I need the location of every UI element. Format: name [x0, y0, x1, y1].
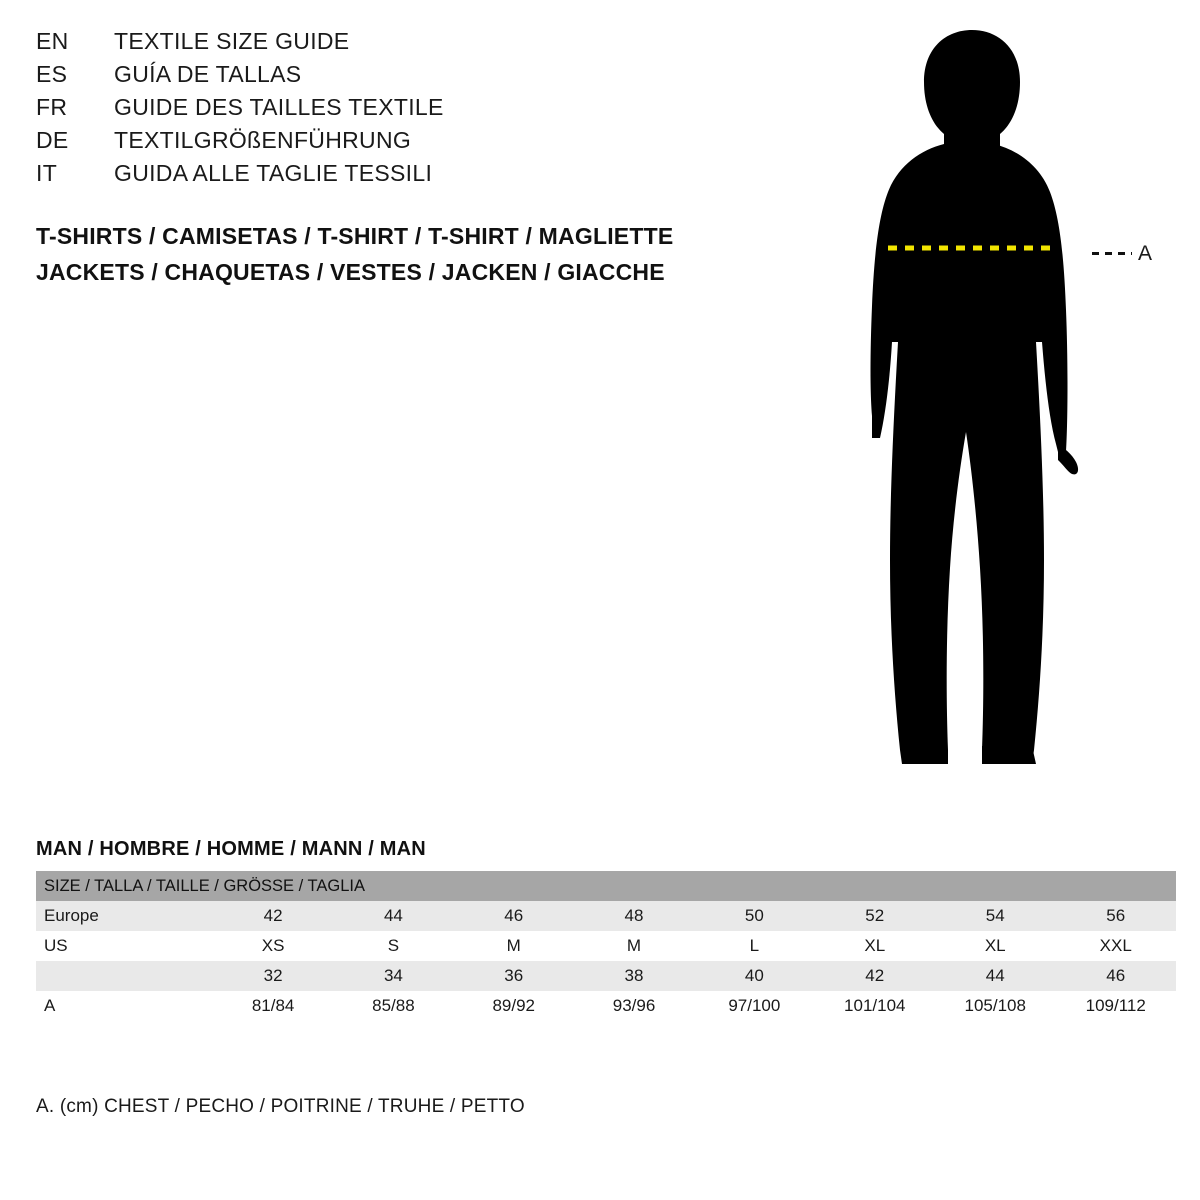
table-cell: 97/100 [694, 991, 814, 1021]
size-table-section [36, 838, 1176, 1021]
table-cell: 93/96 [574, 991, 694, 1021]
language-text: GUIDE DES TAILLES TEXTILE [114, 94, 444, 120]
table-cell: XXL [1055, 931, 1176, 961]
table-cell: 52 [815, 901, 935, 931]
table-row [36, 901, 1176, 931]
row-label: US [36, 931, 213, 961]
table-cell: 85/88 [333, 991, 453, 1021]
size-table [36, 871, 1176, 1021]
table-cell: XL [815, 931, 935, 961]
footnote-chest: A. (cm) CHEST / PECHO / POITRINE / TRUHE / PETTO [36, 1096, 525, 1117]
table-cell: 42 [213, 901, 333, 931]
row-label: Europe [36, 901, 213, 931]
table-cell: 101/104 [815, 991, 935, 1021]
table-cell: 44 [935, 961, 1055, 991]
chest-measure-line [820, 20, 1180, 780]
table-cell: 56 [1055, 901, 1176, 931]
language-code: ES [36, 61, 68, 87]
table-cell: L [694, 931, 814, 961]
table-cell: 81/84 [213, 991, 333, 1021]
table-cell: 40 [694, 961, 814, 991]
language-text: GUÍA DE TALLAS [114, 61, 302, 87]
table-cell: 46 [454, 901, 574, 931]
table-cell: 46 [1055, 961, 1176, 991]
language-row [36, 94, 756, 127]
language-text: TEXTILE SIZE GUIDE [114, 28, 350, 54]
table-cell: 42 [815, 961, 935, 991]
language-row [36, 61, 756, 94]
language-code: DE [36, 127, 69, 153]
table-cell: 44 [333, 901, 453, 931]
table-row [36, 991, 1176, 1021]
table-cell: 54 [935, 901, 1055, 931]
table-header-row [36, 871, 1176, 901]
table-cell: 48 [574, 901, 694, 931]
table-cell: 38 [574, 961, 694, 991]
table-row [36, 931, 1176, 961]
row-label [36, 961, 213, 991]
table-cell: XS [213, 931, 333, 961]
table-cell: S [333, 931, 453, 961]
table-row [36, 961, 1176, 991]
language-text: GUIDA ALLE TAGLIE TESSILI [114, 160, 433, 186]
table-group-title: MAN / HOMBRE / HOMME / MANN / MAN [36, 838, 426, 860]
measure-leader-line [1092, 252, 1132, 255]
category-jackets: JACKETS / CHAQUETAS / VESTES / JACKEN / GIACCHE [36, 259, 665, 285]
table-cell: 32 [213, 961, 333, 991]
table-cell: 50 [694, 901, 814, 931]
body-figure [820, 20, 1180, 780]
table-header-label: SIZE / TALLA / TAILLE / GRÖSSE / TAGLIA [36, 871, 1176, 901]
measure-label-a: A [1138, 242, 1153, 265]
table-cell: 109/112 [1055, 991, 1176, 1021]
language-code: EN [36, 28, 69, 54]
language-code: FR [36, 94, 68, 120]
table-cell: M [454, 931, 574, 961]
table-cell: XL [935, 931, 1055, 961]
language-row [36, 127, 756, 160]
language-row [36, 160, 756, 193]
table-cell: 89/92 [454, 991, 574, 1021]
row-label: A [36, 991, 213, 1021]
language-text: TEXTILGRÖßENFÜHRUNG [114, 127, 412, 153]
table-cell: 34 [333, 961, 453, 991]
table-cell: 105/108 [935, 991, 1055, 1021]
table-cell: M [574, 931, 694, 961]
language-row [36, 28, 756, 61]
language-code: IT [36, 160, 58, 186]
table-cell: 36 [454, 961, 574, 991]
garment-categories [36, 218, 796, 290]
category-tshirts: T-SHIRTS / CAMISETAS / T-SHIRT / T-SHIRT / MAGLIETTE [36, 223, 674, 249]
language-list [36, 28, 756, 193]
